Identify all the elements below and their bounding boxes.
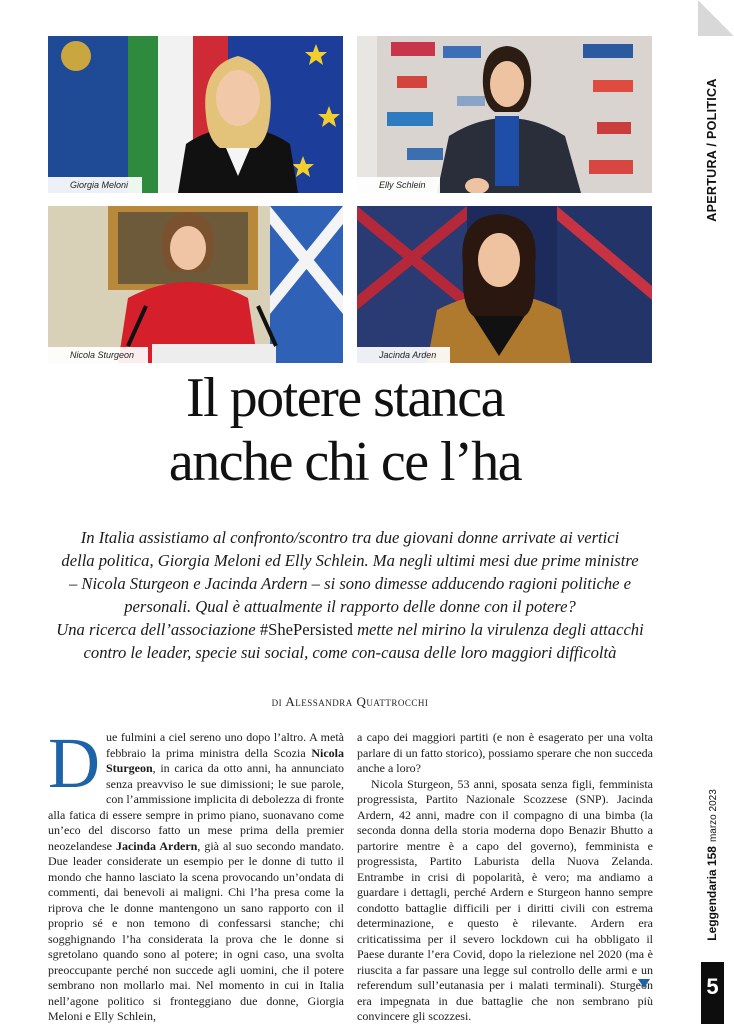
photo-nicola-sturgeon bbox=[48, 206, 343, 363]
byline-prefix: di bbox=[271, 694, 283, 709]
photo-giorgia-meloni bbox=[48, 36, 343, 193]
headline-line: anche chi ce l’ha bbox=[168, 431, 522, 493]
standfirst-line: della politica, Giorgia Meloni ed Elly Schlein. Ma negli ultimi mesi due prime ministre bbox=[61, 551, 639, 570]
paragraph: Nicola Sturgeon, 53 anni, sposata senza figli, femminista progressista, Partito Nazionale Scozzese (SNP). Jacinda Ardern, 42 anni, madre con il compagno di una bimba (la seconda donna della storia moderna dopo Benazir Bhutto a partorire mentre è a capo del governo), femminista e progressista, Partito Laburista della Nuova Zelanda. Entrambe in crisi di popolarità, è vero; ma andiamo a guardare i dettagli, perché Ardern e Sturgeon hanno sempre condotto battaglie difficili per i diritti civili con estrema determinazione, e questo è rilevante. Ardern era criticatissima per il severo lockdown cui ha obbligato il Paese durante l’era Covid, dopo la rielezione nel 2020 (ma è riuscita a far passare una legge sul controllo delle armi e un referendum sull’eutanasia per i malati terminali). Sturgeon era impegnata in due battaglie che non sembrano più convincere gli scozzesi. bbox=[357, 776, 653, 1023]
photo-elly-schlein bbox=[357, 36, 652, 193]
photo-caption: Nicola Sturgeon bbox=[48, 347, 148, 363]
standfirst-line: Una ricerca dell’associazione #ShePersisted mette nel mirino la virulenza degli attacchi bbox=[56, 620, 644, 639]
magazine-issue: Leggendaria 158 bbox=[705, 846, 719, 941]
standfirst-line: – Nicola Sturgeon e Jacinda Ardern – si sono dimesse adducendo ragioni politiche e bbox=[68, 574, 632, 593]
body-column-2 bbox=[357, 730, 653, 1025]
hashtag: #ShePersisted bbox=[259, 620, 353, 639]
standfirst-line: contro le leader, specie sui social, come con-causa delle loro maggiori difficoltà bbox=[83, 643, 617, 662]
paragraph: a capo dei maggiori partiti (e non è esagerato per una volta parlare di un fatto storico), possiamo sperare che non succeda anche a loro? bbox=[357, 730, 653, 775]
photo-caption: Jacinda Arden bbox=[357, 347, 450, 363]
paragraph: Due fulmini a ciel sereno uno dopo l’altro. A metà febbraio la prima ministra della Scozia Nicola Sturgeon, in carica da otto anni, ha annunciato senza preavviso le sue dimissioni; le sue parole, con l’ammissione implicita di debolezza di fronte alla fatica di essere sempre in primo piano, suonavano come un’eco del discorso fatto un mese prima della premier neozelandese Jacinda Ardern, già al suo secondo mandato. Due leader considerate un esempio per le donne di tutto il mondo che hanno lasciato la scena provocando un’ondata di commenti, dai benevoli ai maligni. Chi l’ha presa come la riprova che le donne mantengono un sano rapporto con il proprio sé e non temono di confessarsi stanche; chi sogghignando l’ha considerata la prova che le donne si sgretolano quando sono al potere; in ogni caso, una svolta preoccupante perché non succede agli uomini, che il potere sembrano non mollarlo mai. Nel momento in cui in Italia nell’agone politico si fronteggiano due donne, Giorgia Meloni e Elly Schlein, bbox=[48, 723, 344, 1023]
byline bbox=[40, 694, 660, 710]
page-number: 5 bbox=[701, 962, 724, 1024]
photo-caption: Giorgia Meloni bbox=[48, 177, 142, 193]
byline-author: Alessandra Quattrocchi bbox=[285, 694, 429, 709]
triangle-down-icon bbox=[638, 979, 650, 988]
photo-jacinda-ardern bbox=[357, 206, 652, 363]
section-label: APERTURA / POLITICA bbox=[705, 78, 719, 222]
headline-line: Il potere stanca bbox=[185, 367, 505, 429]
page-corner-fold bbox=[698, 0, 734, 36]
drop-cap: D bbox=[48, 723, 100, 803]
standfirst-line: personali. Qual è attualmente il rapporto delle donne con il potere? bbox=[124, 597, 576, 616]
issue-date: marzo 2023 bbox=[708, 789, 719, 843]
standfirst bbox=[40, 526, 660, 664]
body-column-1 bbox=[48, 723, 344, 1025]
photo-caption: Elly Schlein bbox=[357, 177, 440, 193]
headline bbox=[40, 366, 650, 494]
issue-label bbox=[702, 790, 722, 940]
standfirst-line: In Italia assistiamo al confronto/scontro tra due giovani donne arrivate ai vertici bbox=[80, 528, 620, 547]
